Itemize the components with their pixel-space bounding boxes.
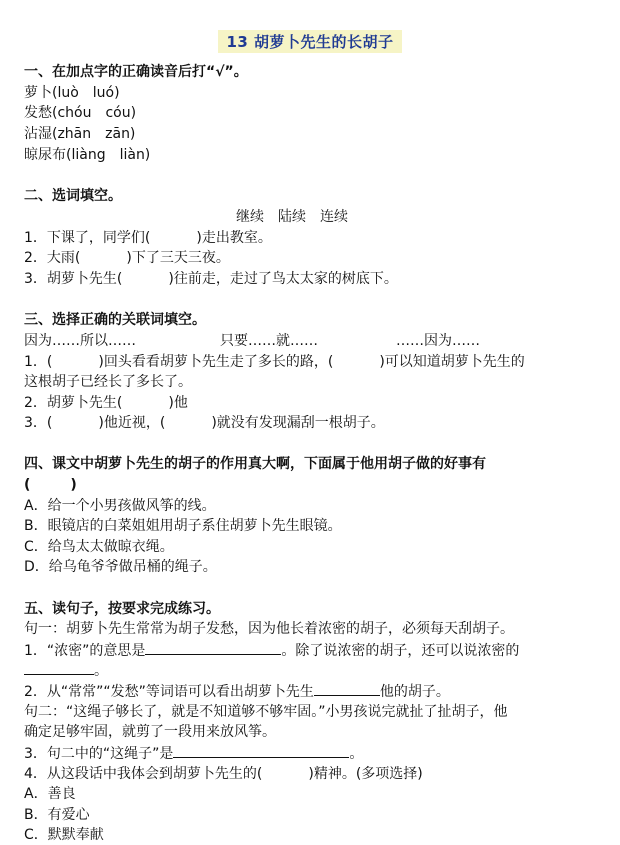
s5-q2-end: 他的胡子。 <box>379 684 450 700</box>
s4-paren-open: ( <box>24 477 31 493</box>
s4-option-b: B．眼镜店的白菜姐姐用胡子系住胡萝卜先生眼镜。 <box>24 518 342 534</box>
s2-q1-end: )走出教室。 <box>196 230 272 246</box>
s3-q2-end: )他 <box>168 395 188 411</box>
s2-question-3 <box>24 269 398 289</box>
s2-q3-end: )往前走，走过了鸟太太家的树底下。 <box>168 271 398 287</box>
s1-item-3: 沾湿(zhān zān) <box>24 126 136 142</box>
s5-sentence-2-line-2: 确定足够牢固，就剪了一段用来放风筝。 <box>24 724 276 740</box>
s5-q2-start: 2．从“常常”“发愁”等词语可以看出胡萝卜先生 <box>24 684 314 700</box>
section-5-heading: 五、读句子，按要求完成练习。 <box>24 601 220 617</box>
s5-option-c: C．默默奉献 <box>24 827 104 843</box>
s3-question-2 <box>24 393 188 413</box>
s5-option-a: A．善良 <box>24 786 76 802</box>
s5-q1-start: 1．“浓密”的意思是 <box>24 643 146 659</box>
s5-question-3 <box>24 743 363 764</box>
section-3-heading: 三、选择正确的关联词填空。 <box>24 312 206 328</box>
section-1-heading: 一、在加点字的正确读音后打“√”。 <box>24 64 248 80</box>
s2-q2-start: 2．大雨( <box>24 250 81 266</box>
s5-question-2 <box>24 681 450 702</box>
s5-q1-blank-2[interactable] <box>24 660 94 675</box>
s5-q3-blank[interactable] <box>173 743 349 758</box>
s1-item-2: 发愁(chóu cóu) <box>24 105 137 121</box>
s5-option-b: B．有爱心 <box>24 807 90 823</box>
s5-q1-blank-1[interactable] <box>145 640 281 655</box>
s4-answer-paren <box>24 475 77 495</box>
s5-q4-start: 4．从这段话中我体会到胡萝卜先生的( <box>24 766 263 782</box>
s5-q1-end: 。 <box>94 663 108 679</box>
s3-option-1: 因为……所以…… <box>24 333 136 349</box>
s3-q3-end: )就没有发现漏刮一根胡子。 <box>211 415 385 431</box>
s5-sentence-1: 句一：胡萝卜先生常常为胡子发愁，因为他长着浓密的胡子，必须每天刮胡子。 <box>24 621 514 637</box>
s4-option-c: C．给鸟太太做晾衣绳。 <box>24 539 174 555</box>
s2-q3-start: 3．胡萝卜先生( <box>24 271 123 287</box>
s2-question-2 <box>24 248 230 268</box>
s5-q2-blank[interactable] <box>314 681 380 696</box>
s5-question-4 <box>24 764 423 784</box>
s4-paren-close: ) <box>70 477 77 493</box>
s3-q1-start: 1．( <box>24 354 53 370</box>
s3-option-2: 只要……就…… <box>220 333 318 349</box>
s5-question-1 <box>24 640 519 661</box>
s2-question-1 <box>24 228 272 248</box>
s5-question-1-continued <box>24 660 108 681</box>
s3-question-3 <box>24 413 385 433</box>
s5-q1-mid: 。除了说浓密的胡子，还可以说浓密的 <box>281 643 520 659</box>
s3-q3-start: 3．( <box>24 415 53 431</box>
s2-word-bank: 继续 陆续 连续 <box>236 209 348 225</box>
s5-sentence-2-line-1: 句二：“这绳子够长了，就是不知道够不够牢固。”小男孩说完就扯了扯胡子，他 <box>24 704 508 720</box>
s5-q4-end: )精神。(多项选择) <box>308 766 423 782</box>
s4-option-a: A．给一个小男孩做风筝的线。 <box>24 498 216 514</box>
s1-item-1: 萝卜(luò luó) <box>24 85 120 101</box>
s4-option-d: D．给乌龟爷爷做吊桶的绳子。 <box>24 559 217 575</box>
s3-question-1 <box>24 352 525 372</box>
s3-q3-mid: )他近视，( <box>98 415 166 431</box>
page-title: 13 胡萝卜先生的长胡子 <box>218 30 401 53</box>
s3-question-1-continued: 这根胡子已经长了多长了。 <box>24 374 192 390</box>
s2-q1-start: 1．下课了，同学们( <box>24 230 151 246</box>
s3-q2-start: 2．胡萝卜先生( <box>24 395 123 411</box>
section-4-heading: 四、课文中胡萝卜先生的胡子的作用真大啊，下面属于他用胡子做的好事有 <box>24 456 486 472</box>
s2-q2-end: )下了三天三夜。 <box>126 250 230 266</box>
s3-q1-end: )可以知道胡萝卜先生的 <box>379 354 525 370</box>
section-2-heading: 二、选词填空。 <box>24 188 122 204</box>
title-container <box>0 30 620 53</box>
s3-option-3: ……因为…… <box>396 333 480 349</box>
s5-q3-start: 3．句二中的“这绳子”是 <box>24 746 174 762</box>
s1-item-4: 晾尿布(liàng liàn) <box>24 147 151 163</box>
s3-q1-mid: )回头看看胡萝卜先生走了多长的路，( <box>98 354 334 370</box>
s5-q3-end: 。 <box>349 746 364 762</box>
